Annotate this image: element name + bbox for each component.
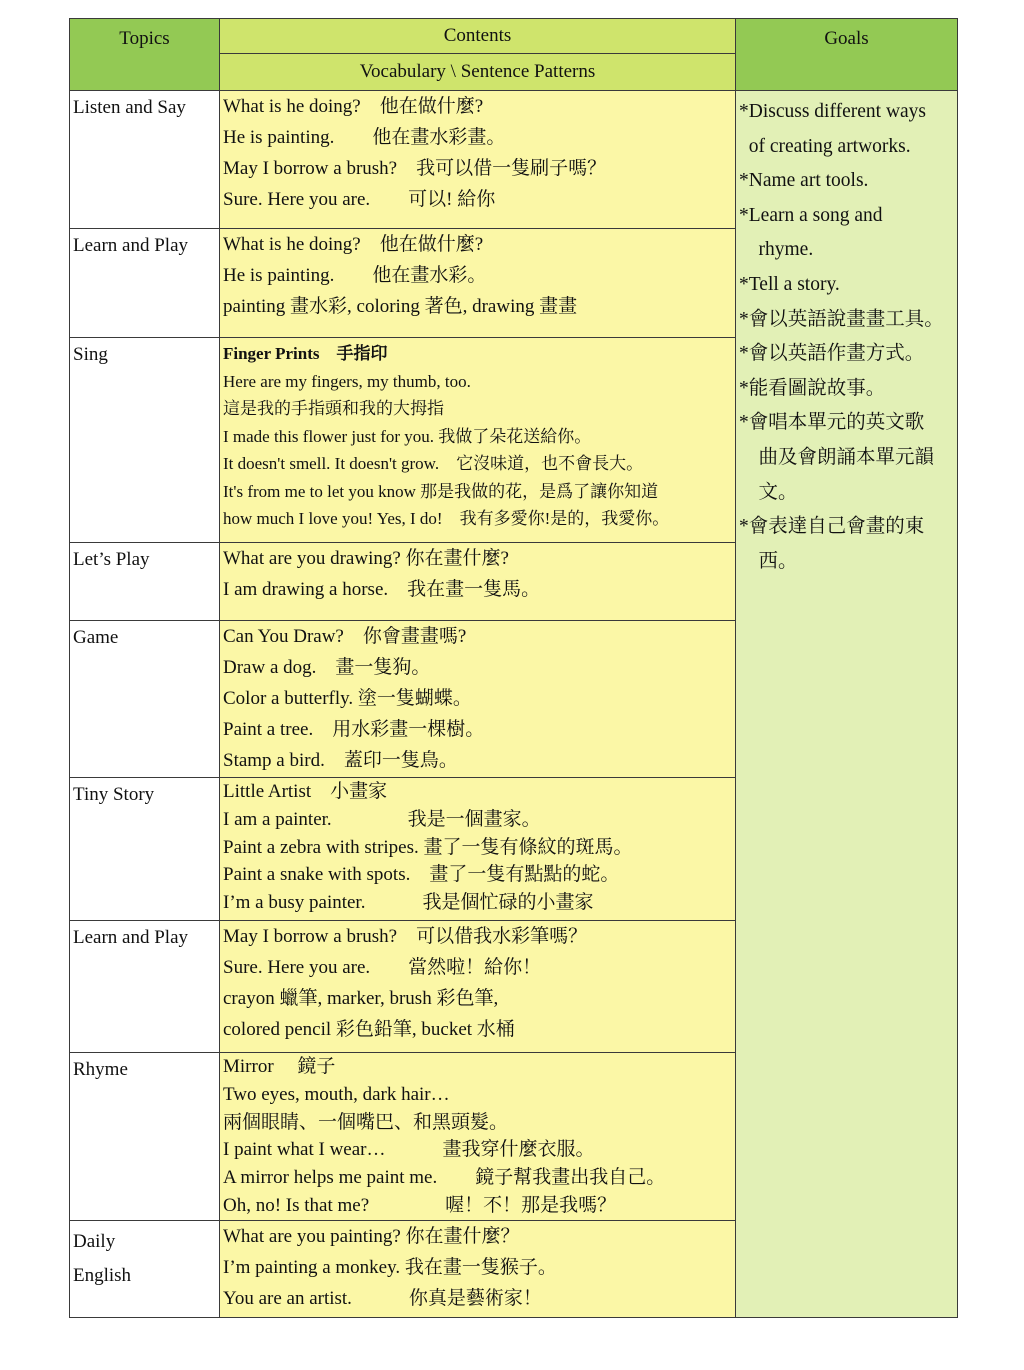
lesson-plan-table xyxy=(69,18,958,1318)
goal-item: *Discuss different ways xyxy=(739,101,927,122)
topic-label: Tiny Story xyxy=(73,784,155,805)
content-line: What is he doing? 他在做什麼? xyxy=(223,96,484,117)
goal-item: *Tell a story. xyxy=(739,273,840,295)
topic-lets-play xyxy=(70,543,220,621)
topic-label: Learn and Play xyxy=(73,927,189,948)
content-line: Paint a tree. 用水彩畫一棵樹。 xyxy=(223,719,485,740)
goal-item: 文。 xyxy=(739,481,798,503)
topic-label: Rhyme xyxy=(73,1059,128,1080)
content-line: Paint a zebra with stripes. 畫了一隻有條紋的斑馬。 xyxy=(223,836,633,858)
content-line: You are an artist. 你真是藝術家！ xyxy=(223,1288,542,1309)
topic-label: English xyxy=(73,1265,132,1286)
goal-item: *會表達自己會畫的東 xyxy=(739,516,925,538)
content-sing xyxy=(220,338,736,543)
content-line: A mirror helps me paint me. 鏡子幫我畫出我自己。 xyxy=(223,1167,666,1189)
content-line: I am drawing a horse. 我在畫一隻馬。 xyxy=(223,579,541,600)
content-line: Sure. Here you are. 當然啦！給你！ xyxy=(223,957,542,978)
topic-label: Listen and Say xyxy=(73,97,186,118)
goal-item: rhyme. xyxy=(739,239,814,261)
content-line: What are you painting? 你在畫什麼？ xyxy=(223,1226,520,1247)
content-line: painting 畫水彩, coloring 著色, drawing 畫畫 xyxy=(223,296,578,317)
content-line: 這是我的手指頭和我的大拇指 xyxy=(223,399,444,418)
topic-label: Sing xyxy=(73,344,108,365)
goal-item: *Learn a song and xyxy=(739,204,883,226)
content-line: Sure. Here you are. 可以! 給你 xyxy=(223,189,496,210)
content-line: May I borrow a brush? 我可以借一隻刷子嗎？ xyxy=(223,158,607,179)
topics-header xyxy=(70,19,220,91)
topic-label: Let’s Play xyxy=(73,549,150,570)
content-line: Two eyes, mouth, dark hair… xyxy=(223,1083,450,1105)
goals-header xyxy=(736,19,958,91)
topic-rhyme xyxy=(70,1053,220,1221)
content-line: It doesn't smell. It doesn't grow. 它沒味道，也不會長大。 xyxy=(223,454,644,473)
content-line: 兩個眼睛、一個嘴巴、和黑頭髮。 xyxy=(223,1111,509,1133)
goal-item: 西。 xyxy=(739,550,798,572)
content-learn-and-play-1 xyxy=(220,229,736,338)
song-title: Finger Prints 手指印 xyxy=(223,344,388,363)
content-line: What are you drawing? 你在畫什麼? xyxy=(223,548,509,569)
content-line: I paint what I wear… 畫我穿什麼衣服。 xyxy=(223,1139,595,1161)
content-line: It's from me to let you know 那是我做的花，是爲了讓你知道 xyxy=(223,481,659,501)
topic-learn-and-play-1 xyxy=(70,229,220,338)
topic-game xyxy=(70,621,220,778)
content-line: Here are my fingers, my thumb, too. xyxy=(223,371,471,391)
content-line: He is painting. 他在畫水彩。 xyxy=(223,265,487,286)
goals-header-label: Goals xyxy=(824,28,869,49)
content-line: I am a painter. 我是一個畫家。 xyxy=(223,808,541,830)
content-line: Stamp a bird. 蓋印一隻鳥。 xyxy=(223,750,458,771)
content-line: What is he doing? 他在做什麼? xyxy=(223,234,484,255)
topic-tiny-story xyxy=(70,778,220,921)
content-line: Mirror 鏡子 xyxy=(223,1056,336,1077)
content-line: how much I love you! Yes, I do! 我有多愛你!是的，我愛你。 xyxy=(223,509,670,528)
content-line: Draw a dog. 畫一隻狗。 xyxy=(223,657,431,678)
content-line: I’m a busy painter. 我是個忙碌的小畫家 xyxy=(223,892,594,914)
content-line: crayon 蠟筆, marker, brush 彩色筆, xyxy=(223,988,499,1009)
content-tiny-story xyxy=(220,778,736,921)
topic-sing xyxy=(70,338,220,543)
content-line: Color a butterfly. 塗一隻蝴蝶。 xyxy=(223,688,472,709)
topic-label: Learn and Play xyxy=(73,235,189,256)
vocabulary-subheader-label: Vocabulary \ Sentence Patterns xyxy=(359,61,596,82)
topic-label: Game xyxy=(73,627,119,648)
content-line: May I borrow a brush? 可以借我水彩筆嗎？ xyxy=(223,926,588,947)
goal-item: *會以英語說畫畫工具。 xyxy=(739,308,944,330)
content-game xyxy=(220,621,736,778)
content-rhyme xyxy=(220,1053,736,1221)
content-line: Oh, no! Is that me? 喔！不！那是我嗎？ xyxy=(223,1194,617,1216)
content-listen-and-say xyxy=(220,91,736,229)
topic-learn-and-play-2 xyxy=(70,921,220,1053)
goals-cell xyxy=(736,91,958,1318)
goal-item: 曲及會朗誦本單元韻 xyxy=(739,446,935,468)
goal-item: *Name art tools. xyxy=(739,170,869,192)
content-line: Paint a snake with spots. 畫了一隻有點點的蛇。 xyxy=(223,864,620,886)
topics-header-label: Topics xyxy=(119,28,170,49)
goal-item: *能看圖說故事。 xyxy=(739,377,886,399)
content-daily-english xyxy=(220,1221,736,1318)
content-line: colored pencil 彩色鉛筆, bucket 水桶 xyxy=(223,1019,515,1040)
content-line: I’m painting a monkey. 我在畫一隻猴子。 xyxy=(223,1257,557,1278)
topic-daily-english xyxy=(70,1221,220,1318)
content-learn-and-play-2 xyxy=(220,921,736,1053)
content-lets-play xyxy=(220,543,736,621)
contents-header-label: Contents xyxy=(443,25,512,46)
content-line: He is painting. 他在畫水彩畫。 xyxy=(223,127,506,148)
content-line: I made this flower just for you. 我做了朵花送給你。 xyxy=(223,426,592,446)
goal-item: *會以英語作畫方式。 xyxy=(739,343,925,365)
contents-header xyxy=(220,19,736,54)
goal-item: *會唱本單元的英文歌 xyxy=(739,412,925,434)
content-line: Can You Draw? 你會畫畫嗎? xyxy=(223,626,467,647)
content-line: Little Artist 小畫家 xyxy=(223,781,388,802)
goal-item: of creating artworks. xyxy=(739,135,911,157)
topic-label: Daily xyxy=(73,1231,116,1252)
topic-listen-and-say xyxy=(70,91,220,229)
vocabulary-subheader xyxy=(220,54,736,91)
